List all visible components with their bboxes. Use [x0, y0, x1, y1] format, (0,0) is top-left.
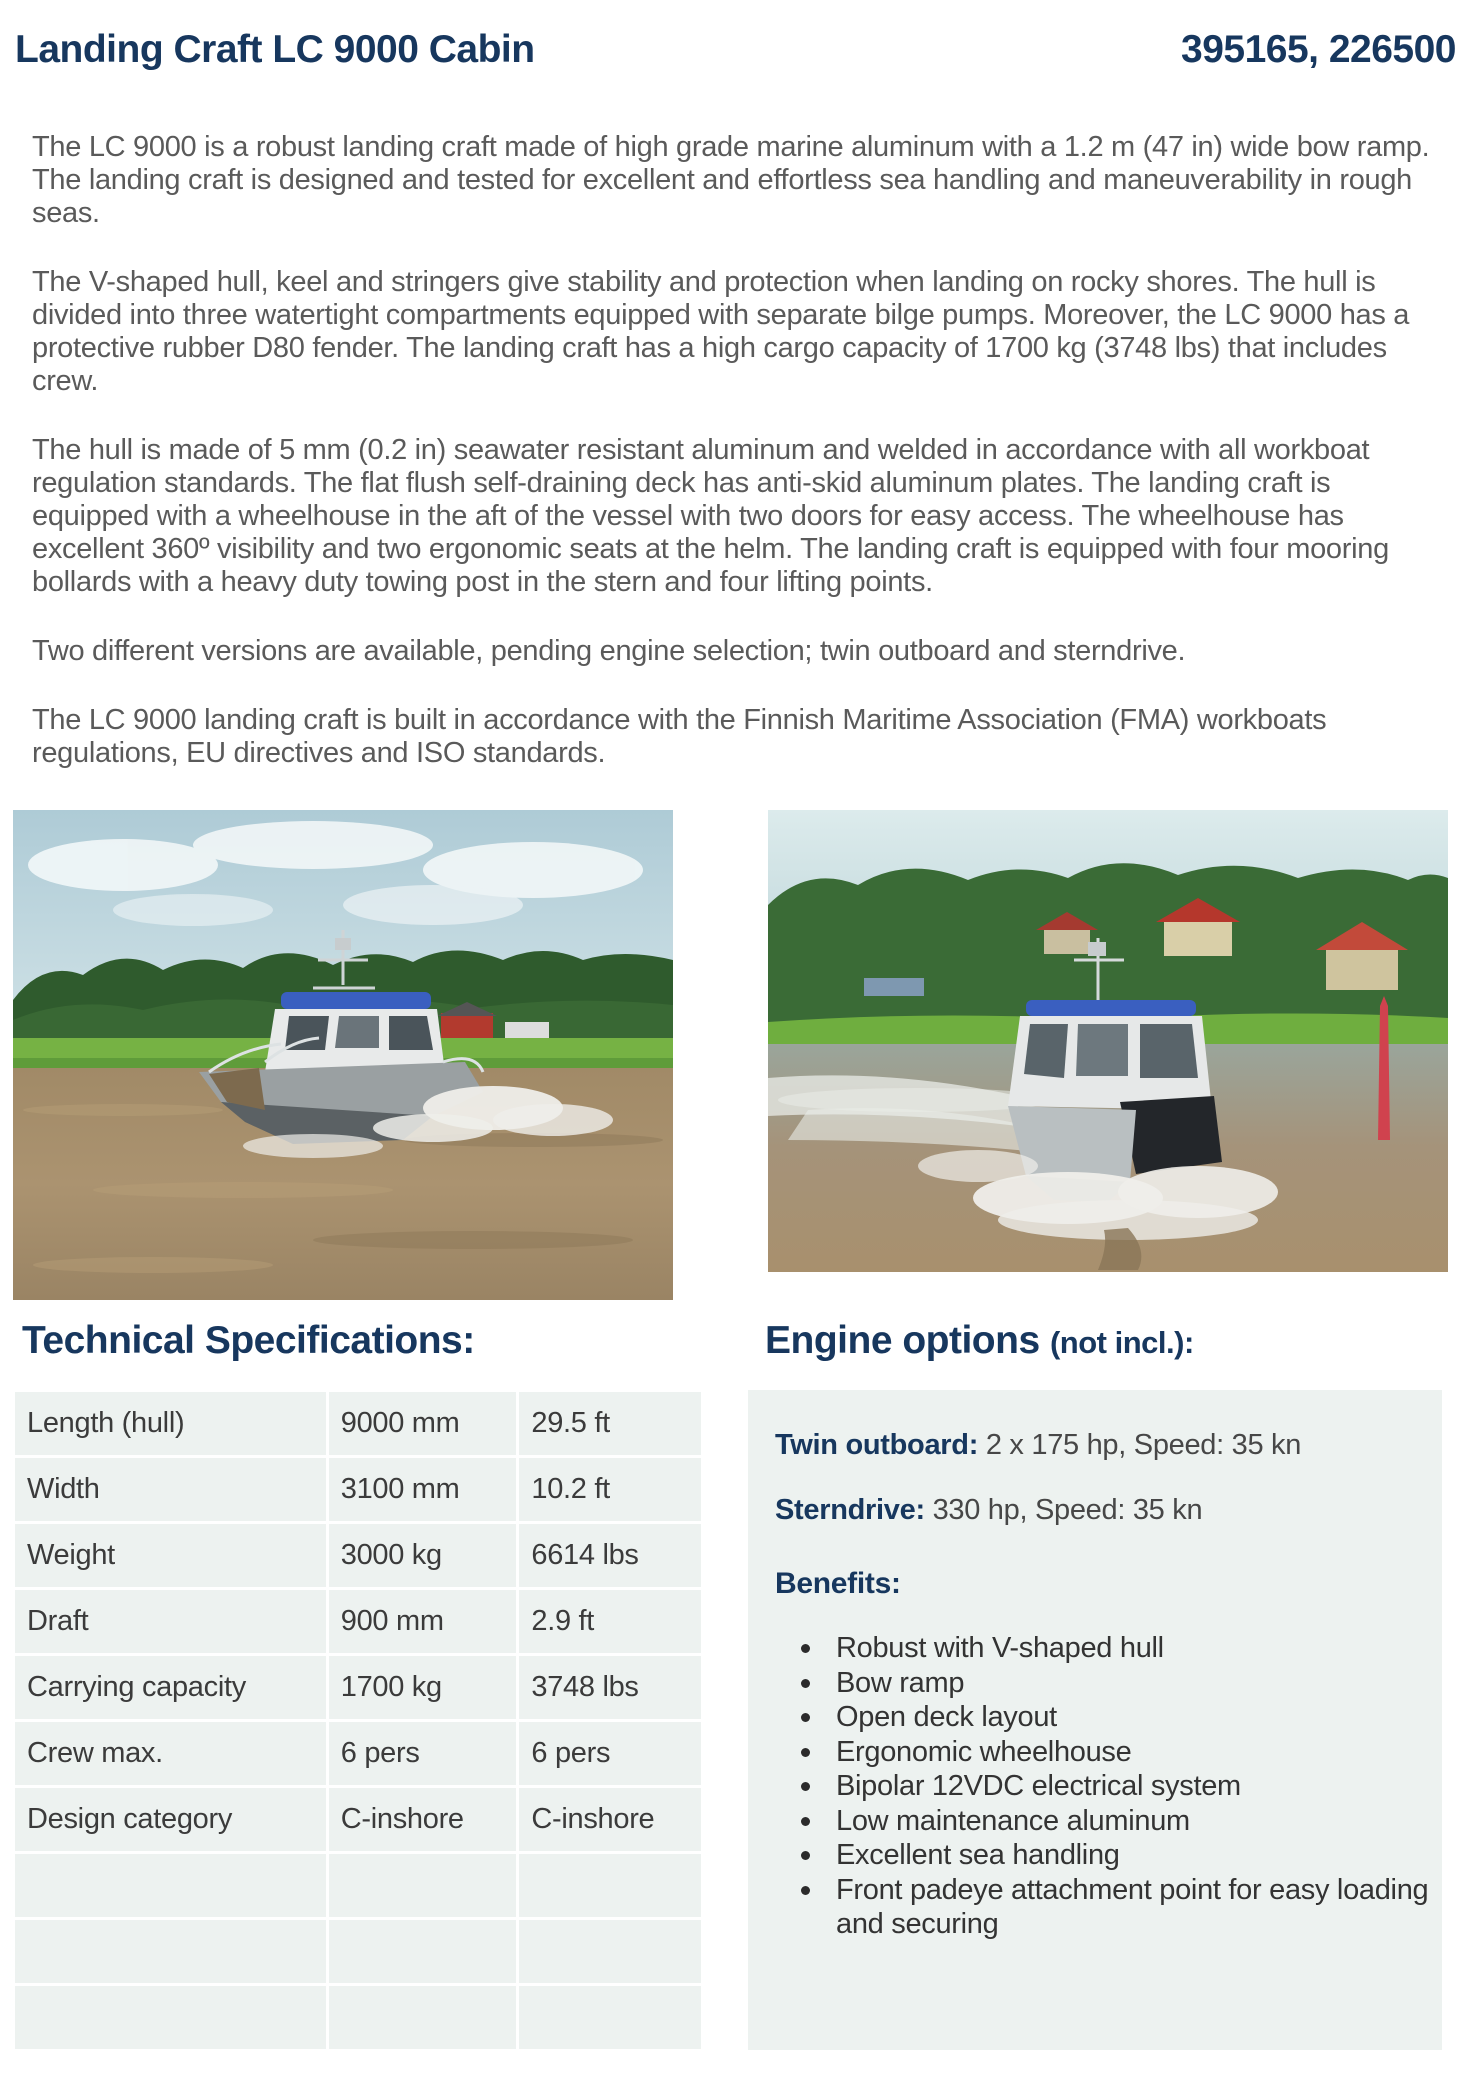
spec-metric: 3100 mm	[329, 1458, 517, 1521]
spec-imperial: C-inshore	[519, 1788, 701, 1851]
intro-paragraph: The V-shaped hull, keel and stringers give stability and protection when landing on rocky shores. The hull is divided into three watertight compartments equipped with separate bilge pumps. Moreover, the LC 9000 has a protective rubber D80 fender. The landing craft has a high cargo capacity of 1700 kg (3748 lbs) that includes crew.	[32, 266, 1410, 397]
spec-imperial: 6 pers	[519, 1722, 701, 1785]
engine-option-twin-outboard	[775, 1430, 1412, 1461]
spec-imperial: 29.5 ft	[519, 1392, 701, 1455]
engine-options-heading-main: Engine options	[765, 1319, 1050, 1362]
table-row	[15, 1722, 701, 1785]
intro-paragraph: The LC 9000 landing craft is built in accordance with the Finnish Maritime Association (FMA) workboats regulations, EU directives and ISO standards.	[32, 704, 1327, 769]
spec-label	[15, 1920, 326, 1983]
table-row	[15, 1590, 701, 1653]
spec-imperial: 6614 lbs	[519, 1524, 701, 1587]
table-row	[15, 1788, 701, 1851]
header	[15, 26, 1456, 74]
benefit-item: Bipolar 12VDC electrical system	[775, 1769, 1435, 1804]
spec-metric	[329, 1854, 517, 1917]
benefit-item: Excellent sea handling	[775, 1838, 1435, 1873]
boat-photo-stern-view	[768, 810, 1448, 1272]
benefit-item: Bow ramp	[775, 1666, 1435, 1701]
benefit-item: Front padeye attachment point for easy loading and securing	[775, 1873, 1435, 1942]
engine-option-value: 330 hp, Speed: 35 kn	[924, 1494, 1203, 1526]
table-row	[15, 1656, 701, 1719]
intro-paragraph: The LC 9000 is a robust landing craft made of high grade marine aluminum with a 1.2 m (47 in) wide bow ramp. The landing craft is designed and tested for excellent and effortless sea handling and maneuverability in rough seas.	[32, 131, 1430, 229]
engine-option-label: Twin outboard:	[775, 1429, 979, 1461]
spec-metric: 900 mm	[329, 1590, 517, 1653]
engine-option-sterndrive	[775, 1495, 1412, 1526]
cabin-roof	[1026, 1000, 1196, 1016]
table-row-empty	[15, 1986, 701, 2049]
cabin-window	[1140, 1024, 1198, 1078]
benefits-list	[775, 1631, 1435, 1942]
spec-metric	[329, 1986, 517, 2049]
spec-imperial: 2.9 ft	[519, 1590, 701, 1653]
engine-option-label: Sterndrive:	[775, 1494, 925, 1526]
engine-option-value: 2 x 175 hp, Speed: 35 kn	[978, 1429, 1302, 1461]
table-row	[15, 1524, 701, 1587]
engine-options-panel	[748, 1390, 1442, 2050]
spec-metric: 1700 kg	[329, 1656, 517, 1719]
spec-label: Weight	[15, 1524, 326, 1587]
spec-metric: 9000 mm	[329, 1392, 517, 1455]
benefit-item: Ergonomic wheelhouse	[775, 1735, 1435, 1770]
spec-metric: 6 pers	[329, 1722, 517, 1785]
intro-paragraph: The hull is made of 5 mm (0.2 in) seawater resistant aluminum and welded in accordance with all workboat regulation standards. The flat flush self-draining deck has anti-skid aluminum plates. The landing craft is equipped with a wheelhouse in the aft of the vessel with two doors for easy access. The wheelhouse has excellent 360º visibility and two ergonomic seats at the helm. The landing craft is equipped with four mooring bollards with a heavy duty towing post in the stern and four lifting points.	[32, 434, 1389, 598]
spec-imperial	[519, 1986, 701, 2049]
cabin-window	[335, 1016, 379, 1048]
intro-paragraph: Two different versions are available, pending engine selection; twin outboard and sterndrive.	[32, 635, 1186, 667]
specs-table	[12, 1389, 704, 2052]
spec-imperial: 10.2 ft	[519, 1458, 701, 1521]
specs-heading: Technical Specifications:	[22, 1319, 475, 1362]
transom-dark	[1120, 1096, 1222, 1174]
spec-imperial: 3748 lbs	[519, 1656, 701, 1719]
boat-photo-bow-view	[13, 810, 673, 1300]
engine-options-heading-suffix: (not incl.):	[1049, 1325, 1194, 1360]
spec-metric: 3000 kg	[329, 1524, 517, 1587]
intro-text	[32, 131, 1436, 806]
spec-metric	[329, 1920, 517, 1983]
cabin-window	[389, 1016, 433, 1050]
table-row	[15, 1392, 701, 1455]
spec-imperial	[519, 1920, 701, 1983]
table-row-empty	[15, 1920, 701, 1983]
cabin-window	[1024, 1024, 1068, 1078]
engine-options-heading	[765, 1318, 1194, 1366]
benefits-heading: Benefits:	[775, 1567, 901, 1600]
spec-label: Crew max.	[15, 1722, 326, 1785]
spec-label: Design category	[15, 1788, 326, 1851]
spec-label: Carrying capacity	[15, 1656, 326, 1719]
spec-label: Draft	[15, 1590, 326, 1653]
spec-metric: C-inshore	[329, 1788, 517, 1851]
spec-label	[15, 1854, 326, 1917]
spec-label: Width	[15, 1458, 326, 1521]
spec-label: Length (hull)	[15, 1392, 326, 1455]
cabin-roof	[281, 992, 431, 1009]
cabin-window	[1076, 1024, 1128, 1076]
spec-label	[15, 1986, 326, 2049]
benefit-item: Robust with V-shaped hull	[775, 1631, 1435, 1666]
benefit-item: Open deck layout	[775, 1700, 1435, 1735]
product-numbers: 395165, 226500	[1181, 28, 1456, 71]
spec-imperial	[519, 1854, 701, 1917]
page-title: Landing Craft LC 9000 Cabin	[15, 28, 535, 71]
table-row	[15, 1458, 701, 1521]
table-row-empty	[15, 1854, 701, 1917]
benefit-item: Low maintenance aluminum	[775, 1804, 1435, 1839]
